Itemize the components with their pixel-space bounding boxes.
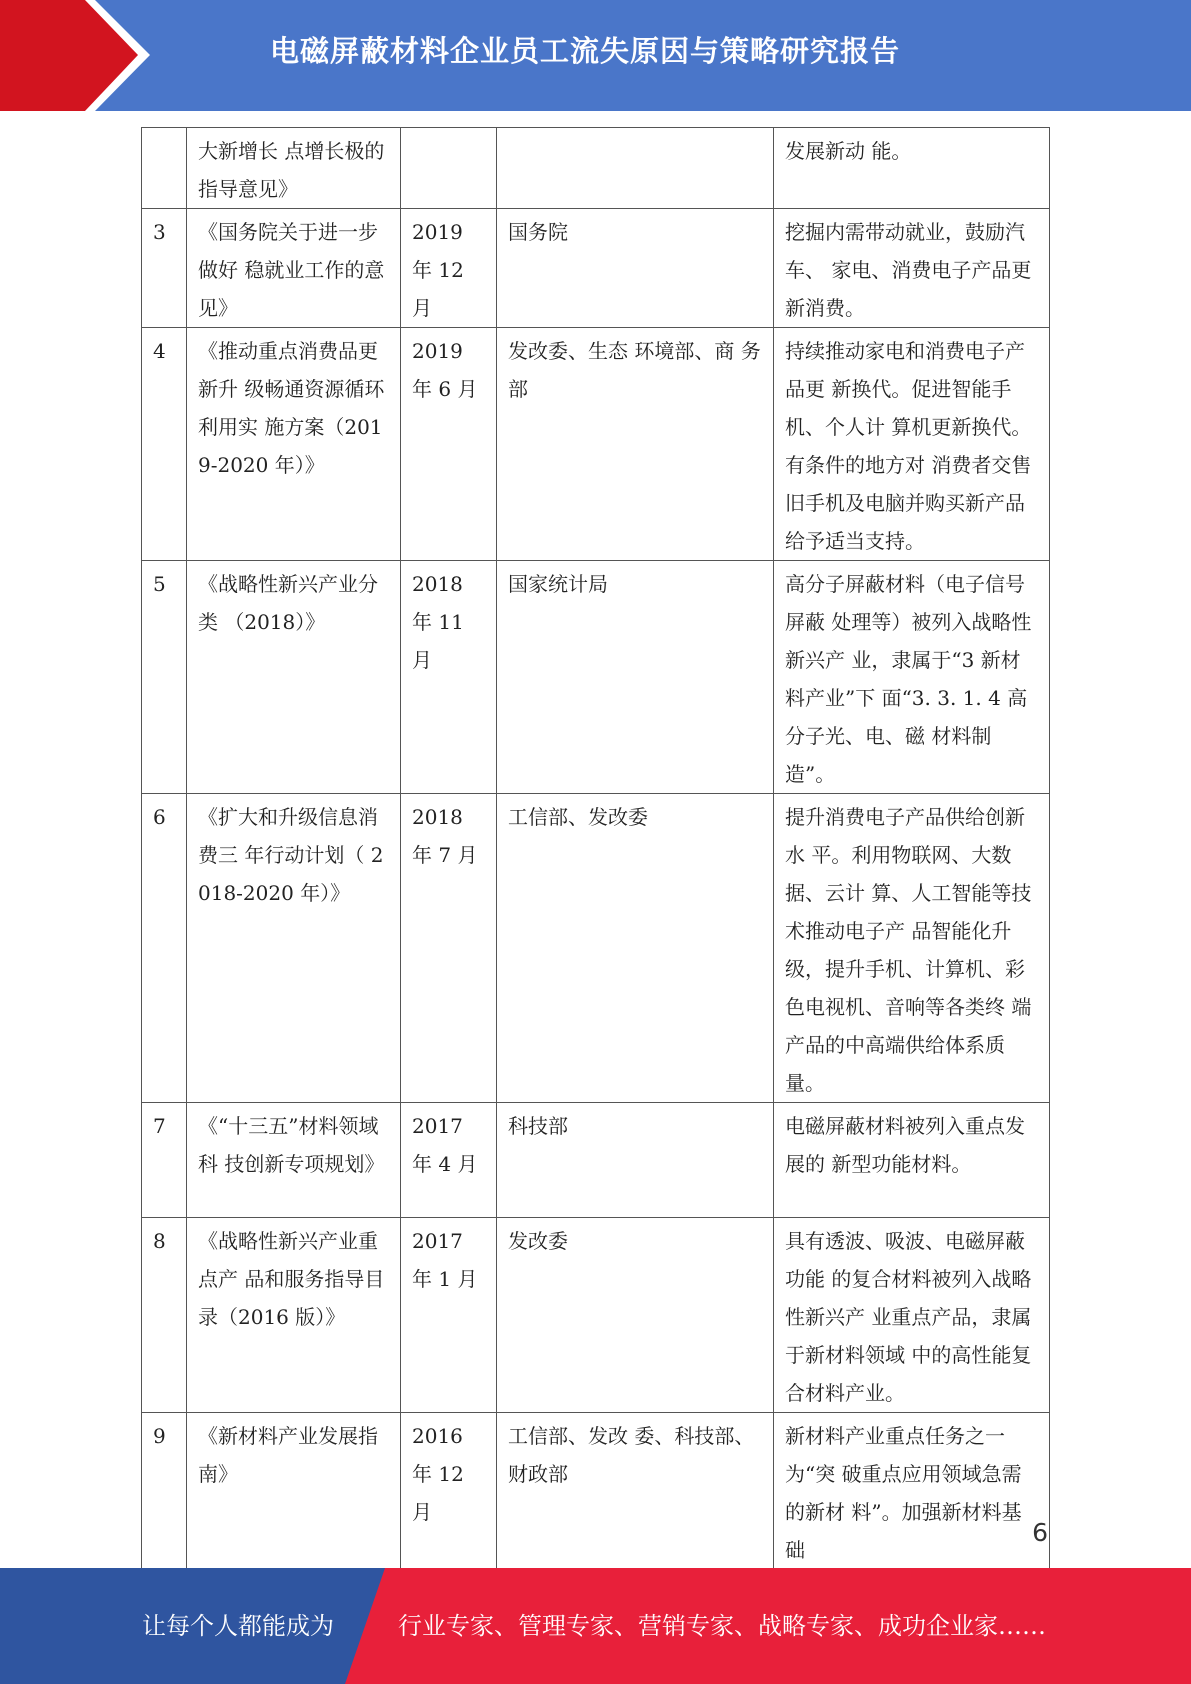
footer-slogan-right: 行业专家、管理专家、营销专家、战略专家、成功企业家…… [398,1612,1046,1640]
cell-content: 新材料产业重点任务之一为“突 破重点应用领域急需的新材 料”。加强新材料基础 [774,1413,1050,1570]
cell-no: 9 [142,1413,187,1570]
cell-policy-name: 《战略性新兴产业重点产 品和服务指导目录（2016 版）》 [187,1218,401,1413]
cell-department: 发改委 [497,1218,774,1413]
cell-date: 2018 年 11 月 [401,561,497,794]
cell-no: 3 [142,209,187,328]
cell-content: 持续推动家电和消费电子产品更 新换代。促进智能手机、个人计 算机更新换代。有条件的地方对 消费者交售旧手机及电脑并购买新产品给予适当支持。 [774,328,1050,561]
page-header [0,0,1191,111]
policy-table-wrapper [141,127,1050,1570]
table-row [142,1218,1050,1413]
cell-department: 发改委、生态 环境部、商 务 部 [497,328,774,561]
policy-table [141,127,1050,1570]
table-row [142,209,1050,328]
cell-policy-name: 大新增长 点增长极的指导意见》 [187,128,401,209]
page-number: 6 [1032,1518,1048,1547]
table-row [142,794,1050,1103]
table-row [142,561,1050,794]
cell-policy-name: 《新材料产业发展指南》 [187,1413,401,1570]
cell-date: 2019 年 12 月 [401,209,497,328]
header-chevron-decoration [0,0,150,111]
cell-date [401,128,497,209]
cell-policy-name: 《战略性新兴产业分类 （2018）》 [187,561,401,794]
cell-date: 2018 年 7 月 [401,794,497,1103]
footer-slogan-left: 让每个人都能成为 [142,1612,334,1640]
report-title: 电磁屏蔽材料企业员工流失原因与策略研究报告 [270,34,901,68]
cell-policy-name: 《扩大和升级信息消费三 年行动计划（ 2018-2020 年）》 [187,794,401,1103]
cell-no [142,128,187,209]
cell-department: 国家统计局 [497,561,774,794]
cell-department: 国务院 [497,209,774,328]
table-row [142,328,1050,561]
cell-date: 2017 年 1 月 [401,1218,497,1413]
cell-policy-name: 《国务院关于进一步做好 稳就业工作的意见》 [187,209,401,328]
cell-department: 工信部、发改委 [497,794,774,1103]
cell-department: 科技部 [497,1103,774,1218]
cell-date: 2019 年 6 月 [401,328,497,561]
cell-policy-name: 《“十三五”材料领域科 技创新专项规划》 [187,1103,401,1218]
cell-content: 电磁屏蔽材料被列入重点发展的 新型功能材料。 [774,1103,1050,1218]
table-row [142,128,1050,209]
cell-content: 具有透波、吸波、电磁屏蔽功能 的复合材料被列入战略性新兴产 业重点产品，隶属于新材料领域 中的高性能复合材料产业。 [774,1218,1050,1413]
cell-no: 7 [142,1103,187,1218]
cell-no: 4 [142,328,187,561]
page-footer [0,1568,1191,1684]
cell-policy-name: 《推动重点消费品更新升 级畅通资源循环利用实 施方案（2019-2020 年）》 [187,328,401,561]
table-row [142,1413,1050,1570]
cell-content: 提升消费电子产品供给创新水 平。利用物联网、大数据、云计 算、人工智能等技术推动电子产 品智能化升级，提升手机、计算机、彩色电视机、音响等各类终 端产品的中高端供给体系质量。 [774,794,1050,1103]
cell-no: 5 [142,561,187,794]
cell-content: 高分子屏蔽材料（电子信号屏蔽 处理等）被列入战略性新兴产 业，隶属于“3 新材料产业”下 面“3. 3. 1. 4 高分子光、电、磁 材料制造”。 [774,561,1050,794]
cell-content: 发展新动 能。 [774,128,1050,209]
cell-date: 2017 年 4 月 [401,1103,497,1218]
cell-date: 2016 年 12 月 [401,1413,497,1570]
cell-no: 6 [142,794,187,1103]
cell-content: 挖掘内需带动就业，鼓励汽车、 家电、消费电子产品更新消费。 [774,209,1050,328]
cell-department: 工信部、发改 委、科技部、 财政部 [497,1413,774,1570]
table-row [142,1103,1050,1218]
cell-department [497,128,774,209]
cell-no: 8 [142,1218,187,1413]
